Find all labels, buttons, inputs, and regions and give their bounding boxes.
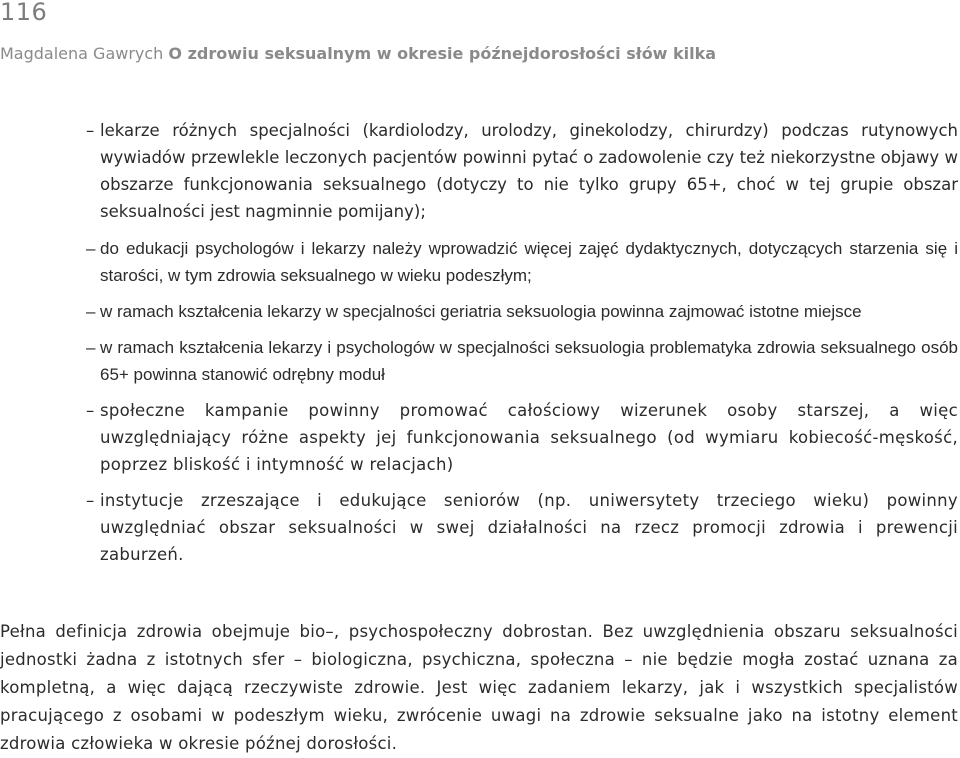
list-dash: –	[86, 239, 96, 258]
list-dash: –	[86, 121, 95, 140]
list-item-text: do edukacji psychologów i lekarzy należy wprowadzić więcej zajęć dydaktycznych, dotyczących starzenia się i starości, w tym zdrowia seksualnego w wieku podeszłym;	[100, 239, 958, 285]
list-item-text: lekarze różnych specjalności (kardiolodzy, urolodzy, ginekolodzy, chirurdzy) podczas rutynowych wywiadów przewlekle leczonych pacjentów powinni pytać o zadowolenie czy też niekorzystne objawy w obszarze funkcjonowania seksualnego (dotyczy to nie tylko grupy 65+, choć w tej grupie obszar seksualności jest nagminnie pomijany);	[100, 121, 958, 221]
list-item	[88, 117, 958, 225]
list-item	[88, 235, 958, 289]
header-title: O zdrowiu seksualnym w okresie późnejdorosłości słów kilka	[168, 44, 717, 63]
list-item	[88, 334, 958, 388]
list-dash: –	[86, 401, 95, 420]
header-author: Magdalena Gawrych	[0, 44, 164, 63]
list-item-text: w ramach kształcenia lekarzy i psychologów w specjalności seksuologia problematyka zdrowia seksualnego osób 65+ powinna stanowić odrębny moduł	[100, 338, 958, 384]
list-item-text: społeczne kampanie powinny promować całościowy wizerunek osoby starszej, a więc uwzględniający różne aspekty jej funkcjonowania seksualnego (od wymiaru kobiecość-męskość, poprzez bliskość i intymność w relacjach)	[100, 401, 958, 474]
list-item	[88, 397, 958, 478]
recommendations-list	[88, 117, 958, 577]
running-header	[0, 44, 716, 63]
closing-paragraph: Pełna definicja zdrowia obejmuje bio–, psychospołeczny dobrostan. Bez uwzględnienia obszaru seksualności jednostki żadna z istotnych sfer – biologiczna, psychiczna, społeczna – nie będzie mogła zostać uznana za kompletną, a więc dającą rzeczywiste zdrowie. Jest więc zadaniem lekarzy, jak i wszystkich specjalistów pracującego z osobami w podeszłym wieku, zwrócenie uwagi na zdrowie seksualne jako na istotny element zdrowia człowieka w okresie późnej dorosłości.	[0, 622, 958, 753]
list-item-text: instytucje zrzeszające i edukujące seniorów (np. uniwersytety trzeciego wieku) powinny uwzględniać obszar seksualności w swej działalności na rzecz promocji zdrowia i prewencji zaburzeń.	[100, 491, 958, 564]
list-item-text: w ramach kształcenia lekarzy w specjalności geriatria seksuologia powinna zajmować istotne miejsce	[100, 302, 862, 321]
list-dash: –	[86, 491, 95, 510]
page-number: 116	[0, 0, 48, 26]
list-item	[88, 298, 958, 325]
list-item	[88, 487, 958, 568]
list-dash: –	[86, 338, 96, 357]
list-dash: –	[86, 302, 96, 321]
